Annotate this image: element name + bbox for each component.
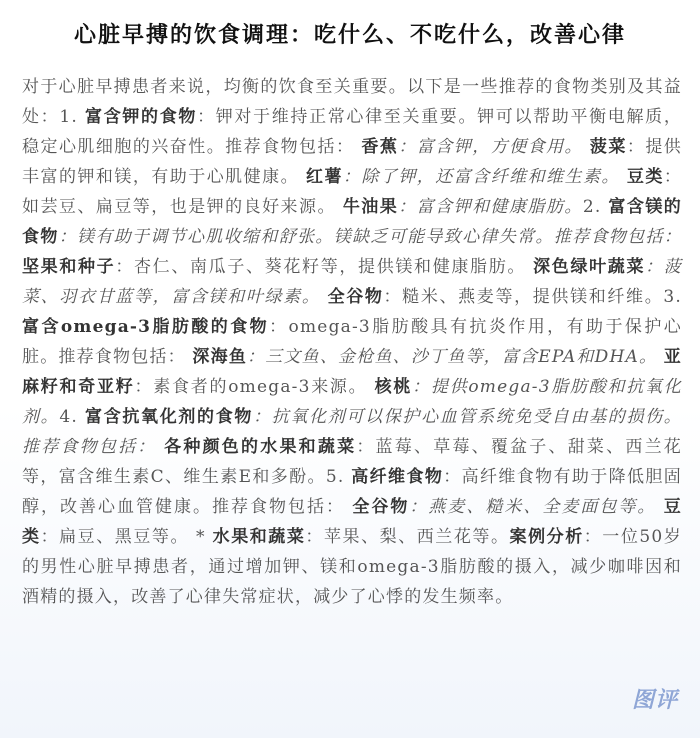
section-3-number: 3. — [663, 287, 682, 307]
section-4-heading: 富含抗氧化剂的食物 — [85, 407, 254, 427]
food-name: 菠菜 — [589, 137, 627, 157]
food-name: 豆类 — [626, 167, 664, 187]
food-name: 红薯 — [305, 167, 343, 187]
section-5-desc: ：高纤维食物有助于降低胆固醇，改善心血管健康。推荐食物包括： — [22, 467, 682, 517]
food-desc: ：富含钾，方便食用。 — [398, 137, 584, 157]
food-desc: ：糙米、燕麦等，提供镁和纤维。 — [383, 287, 664, 307]
food-name: 深海鱼 — [192, 347, 248, 367]
food-name: 水果和蔬菜 — [212, 527, 306, 547]
case-study-text: ：一位50岁的男性心脏早搏患者，通过增加钾、镁和omega-3脂肪酸的摄入，减少咖啡因和酒精的摄入，改善了心律失常症状，减少了心悸的发生频率。 — [22, 527, 682, 607]
section-5-heading: 高纤维食物 — [351, 467, 444, 487]
food-name: 牛油果 — [342, 197, 399, 217]
food-desc: ：提供丰富的钾和镁，有助于心肌健康。 — [22, 137, 683, 187]
food-desc: ：如芸豆、扁豆等，也是钾的良好来源。 — [22, 167, 683, 217]
food-desc: ：富含钾和健康脂肪。 — [398, 197, 583, 217]
section-2-desc: ：镁有助于调节心肌收缩和舒张。镁缺乏可能导致心律失常。推荐食物包括： — [58, 227, 682, 247]
section-1-heading: 富含钾的食物 — [85, 107, 198, 127]
food-name: 全谷物 — [352, 497, 410, 517]
intro-text: 对于心脏早搏患者来说，均衡的饮食至关重要。以下是一些推荐的食物类别及其益处：1. — [22, 77, 682, 127]
section-3-heading: 富含omega-3脂肪酸的食物 — [22, 317, 270, 337]
food-name: 各种颜色的水果和蔬菜 — [164, 437, 357, 457]
food-desc: ：三文鱼、金枪鱼、沙丁鱼等，富含EPA和DHA。 — [247, 347, 658, 367]
food-desc: ：扁豆、黑豆等。 — [40, 527, 189, 547]
food-desc: ：蓝莓、草莓、覆盆子、甜菜、西兰花等，富含维生素C、维生素E和多酚。 — [22, 437, 682, 487]
section-4-desc: ：抗氧化剂可以保护心血管系统免受自由基的损伤。推荐食物包括： — [22, 407, 682, 457]
food-name: 全谷物 — [327, 287, 384, 307]
food-desc: ：杏仁、南瓜子、葵花籽等，提供镁和健康脂肪。 — [115, 257, 527, 277]
food-name: 豆类 — [22, 497, 682, 547]
food-desc: ：提供omega-3脂肪酸和抗氧化剂。 — [22, 377, 682, 427]
case-study-heading: 案例分析 — [509, 527, 584, 547]
food-name: 坚果和种子 — [22, 257, 116, 277]
watermark-logo: 图评 — [631, 688, 678, 713]
food-desc: ：苹果、梨、西兰花等。 — [305, 527, 510, 547]
food-name: 深色绿叶蔬菜 — [533, 257, 646, 277]
food-name: 亚麻籽和奇亚籽 — [22, 347, 682, 397]
food-desc: ：除了钾，还富含纤维和维生素。 — [342, 167, 620, 187]
section-4-number: 4. — [59, 407, 86, 427]
section-3-desc: ：omega-3脂肪酸具有抗炎作用，有助于保护心脏。推荐食物包括： — [22, 317, 682, 367]
section-2-number: 2. — [582, 197, 609, 217]
section-1-desc: ：钾对于维持正常心律至关重要。钾可以帮助平衡电解质，稳定心肌细胞的兴奋性。推荐食物包括： — [22, 107, 683, 157]
article-body — [22, 72, 682, 612]
food-name: 香蕉 — [361, 137, 399, 157]
food-desc: ：素食者的omega-3来源。 — [134, 377, 368, 397]
section-5-number: 5. — [325, 467, 352, 487]
section-2-heading: 富含镁的食物 — [22, 197, 682, 247]
bullet-marker: * — [195, 527, 213, 547]
food-name: 核桃 — [374, 377, 413, 397]
food-desc: ：燕麦、糙米、全麦面包等。 — [409, 497, 657, 517]
page-title: 心脏早搏的饮食调理：吃什么、不吃什么，改善心律 — [73, 23, 626, 48]
food-desc: ：菠菜、羽衣甘蓝等，富含镁和叶绿素。 — [22, 257, 683, 307]
